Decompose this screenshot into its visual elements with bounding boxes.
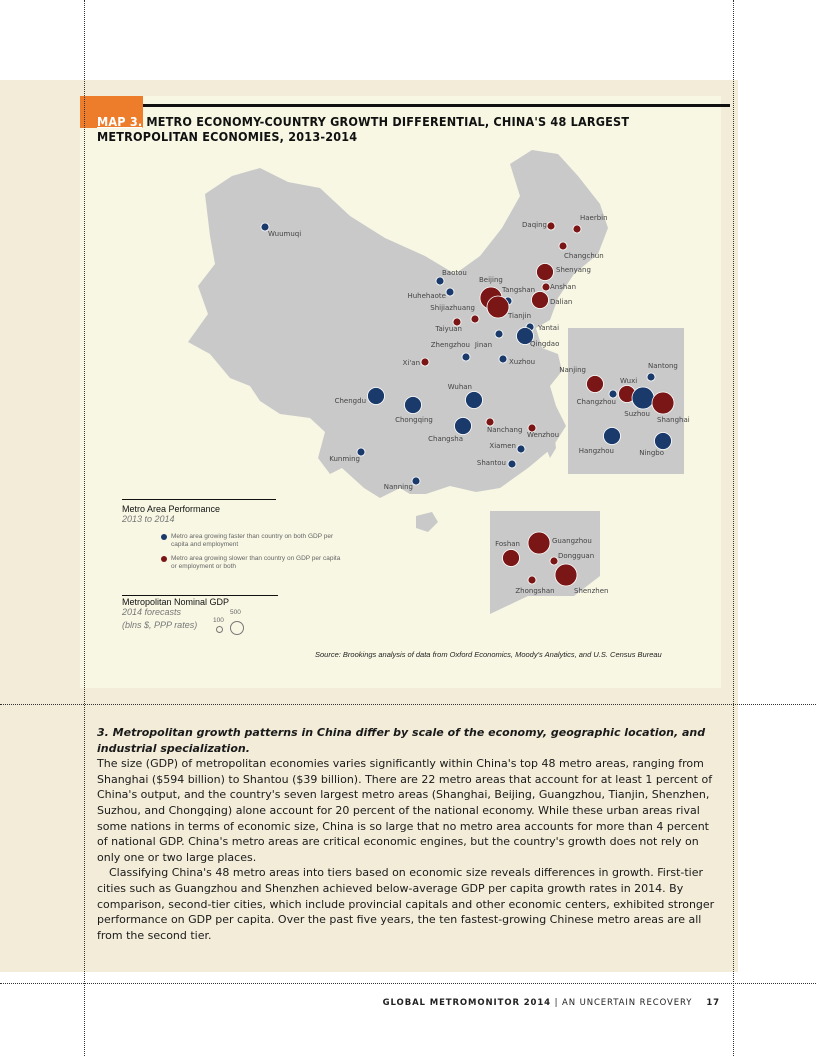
city-marker-anshan [542,283,550,291]
city-marker-foshan [503,550,520,567]
city-label-yantai: Yantai [538,324,560,332]
legend-gdp-sub1: 2014 forecasts [122,607,182,617]
city-label-wuxi: Wuxi [620,377,638,385]
map-title-text: METRO ECONOMY-COUNTRY GROWTH DIFFERENTIAL, CHINA'S 48 LARGEST METROPOLITAN ECONOMIES, 2013-2014 [97,114,630,144]
city-label-dongguan: Dongguan [558,552,595,560]
crop-guide-left [84,0,85,1056]
city-marker-hangzhou [604,428,621,445]
city-label-daqing: Daqing [522,221,547,229]
city-label-shijiazhuang: Shijiazhuang [430,304,475,312]
city-marker-xiamen [517,445,525,453]
legend-gdp-rule [122,595,278,596]
legend-slower-label: Metro area growing slower than country on GDP per capita or employment or both [171,555,341,570]
city-marker-changsha [455,418,472,435]
legend-gdp-title: Metropolitan Nominal GDP [122,597,230,607]
city-marker-ningbo [655,433,672,450]
footer-separator: | [554,998,559,1008]
city-label-shenzhen: Shenzhen [574,587,609,595]
section-heading: 3. Metropolitan growth patterns in China differ by scale of the economy, geographic location, and industrial specialization. [97,726,706,755]
paragraph-2: Classifying China's 48 metro areas into tiers based on economic size reveals differences in growth. First-tier cities such as Guangzhou and Shenzhen achieved below-average GDP per capita growth rates in 2014. By comparison, second-tier cities, which include provincial capitals and other economic centers, exhibited stronger performance on GDP per capita. Over the past five years, the ten fastest-growing Chinese metro areas are all from the second tier. [97,866,715,942]
city-label-beijing: Beijing [479,276,503,284]
legend-perf-rule [122,499,276,500]
city-label-nantong: Nantong [648,362,678,370]
city-label-taiyuan: Taiyuan [435,325,462,333]
footer-subtitle: AN UNCERTAIN RECOVERY [562,998,693,1008]
city-label-changchun: Changchun [564,252,604,260]
city-marker-daqing [547,222,555,230]
paragraph-1: The size (GDP) of metropolitan economies varies significantly within China's top 48 metro areas, ranging from Shanghai ($594 billion) to Shantou ($39 billion). There are 22 metro areas that account for at least 1 percent of China's output, and the country's seven largest metro areas (Shanghai, Beijing, Guangzhou, Tianjin, Shenzhen, Suzhou, and Chongqing) alone account for 20 percent of the national economy. While these urban areas rival some nations in terms of economic size, China is so large that no metro area accounts for more than 4 percent of national GDP. China's metro areas are critical economic engines, but the country's growth does not rely on only one or two large places. [97,757,713,864]
city-marker-suzhou [632,387,654,409]
city-marker-zhongshan [528,576,536,584]
city-marker-nanning [412,477,420,485]
city-label-qingdao: Qingdao [530,340,560,348]
city-marker-harbin [573,225,581,233]
crop-guide-bottom [0,983,816,984]
city-label-nanning: Nanning [383,483,413,491]
city-label-suzhou: Suzhou [624,410,650,418]
city-label-ningbo: Ningbo [639,449,664,457]
city-label-baotou: Baotou [442,269,467,277]
city-marker-xian [421,358,429,366]
city-label-foshan: Foshan [495,540,520,548]
page-footer [383,998,720,1008]
city-label-nanjing: Nanjing [559,366,586,374]
city-marker-nanchang [486,418,494,426]
city-marker-jinan [495,330,503,338]
legend-size-small-circle [216,626,223,633]
city-label-urumqi: Wuumuqi [268,230,302,238]
city-label-guangzhou: Guangzhou [552,537,592,545]
page-number: 17 [706,998,720,1008]
city-label-shantou: Shantou [476,459,506,467]
city-marker-guangzhou [528,532,550,554]
city-marker-wuhan [466,392,483,409]
city-label-nanchang: Nanchang [487,426,523,434]
city-label-dalian: Dalian [550,298,573,306]
city-label-zhongshan: Zhongshan [515,587,555,595]
map-source: Source: Brookings analysis of data from Oxford Economics, Moody's Analytics, and U.S. Census Bureau [315,650,662,659]
city-label-changzhou: Changzhou [576,398,616,406]
city-marker-changchun [559,242,567,250]
city-marker-shantou [508,460,516,468]
legend-faster-label: Metro area growing faster than country on both GDP per capita and employment [171,533,334,548]
city-label-jinan: Jinan [474,341,492,349]
legend-slower-marker [161,556,167,562]
city-marker-nantong [647,373,655,381]
city-label-harbin: Haerbin [580,214,608,222]
city-label-hangzhou: Hangzhou [578,447,614,455]
city-label-hohhot: Huhehaote [407,292,446,300]
city-marker-shenyang [537,264,554,281]
city-label-shanghai: Shanghai [657,416,690,424]
city-label-chengdu: Chengdu [334,397,366,405]
city-label-zhengzhou: Zhengzhou [430,341,470,349]
city-label-shenyang: Shenyang [556,266,591,274]
city-marker-nanjing [587,376,604,393]
city-marker-chongqing [405,397,422,414]
legend-size-small-label: 100 [213,617,224,624]
legend-gdp-sub2: (blns $, PPP rates) [122,620,198,630]
city-marker-shenzhen [555,564,577,586]
city-marker-shijiazhuang [471,315,479,323]
crop-guide-middle [0,704,816,705]
city-marker-xuzhou [499,355,507,363]
legend-perf-subtitle: 2013 to 2014 [122,514,175,524]
city-marker-tianjin [487,296,509,318]
city-label-xian: Xi'an [402,359,420,367]
city-label-anshan: Anshan [550,283,577,291]
city-label-changsha: Changsha [428,435,463,443]
city-label-chongqing: Chongqing [395,416,433,424]
city-label-wuhan: Wuhan [447,383,472,391]
body-text [97,725,722,943]
city-label-kunming: Kunming [329,455,360,463]
hainan-shape [416,512,438,532]
crop-guide-right [733,0,734,1056]
city-marker-shanghai [652,392,674,414]
city-label-xiamen: Xiamen [489,442,516,450]
footer-publication: GLOBAL METROMONITOR 2014 [382,998,552,1008]
city-label-tangshan: Tangshan [502,286,536,294]
city-marker-dalian [532,292,549,309]
city-marker-hohhot [446,288,454,296]
city-marker-dongguan [550,557,558,565]
city-marker-zhengzhou [462,353,470,361]
legend-size-large-label: 500 [230,609,241,616]
city-label-xuzhou: Xuzhou [509,358,536,366]
city-marker-baotou [436,277,444,285]
map-label: MAP 3. [97,114,143,129]
city-marker-changzhou [609,390,617,398]
legend-faster-marker [161,534,167,540]
legend-perf-title: Metro Area Performance [122,504,221,514]
city-label-tianjin: Tianjin [508,312,532,320]
legend-size-large-circle [230,621,244,635]
city-label-wenzhou: Wenzhou [527,431,560,439]
city-marker-chengdu [368,388,385,405]
